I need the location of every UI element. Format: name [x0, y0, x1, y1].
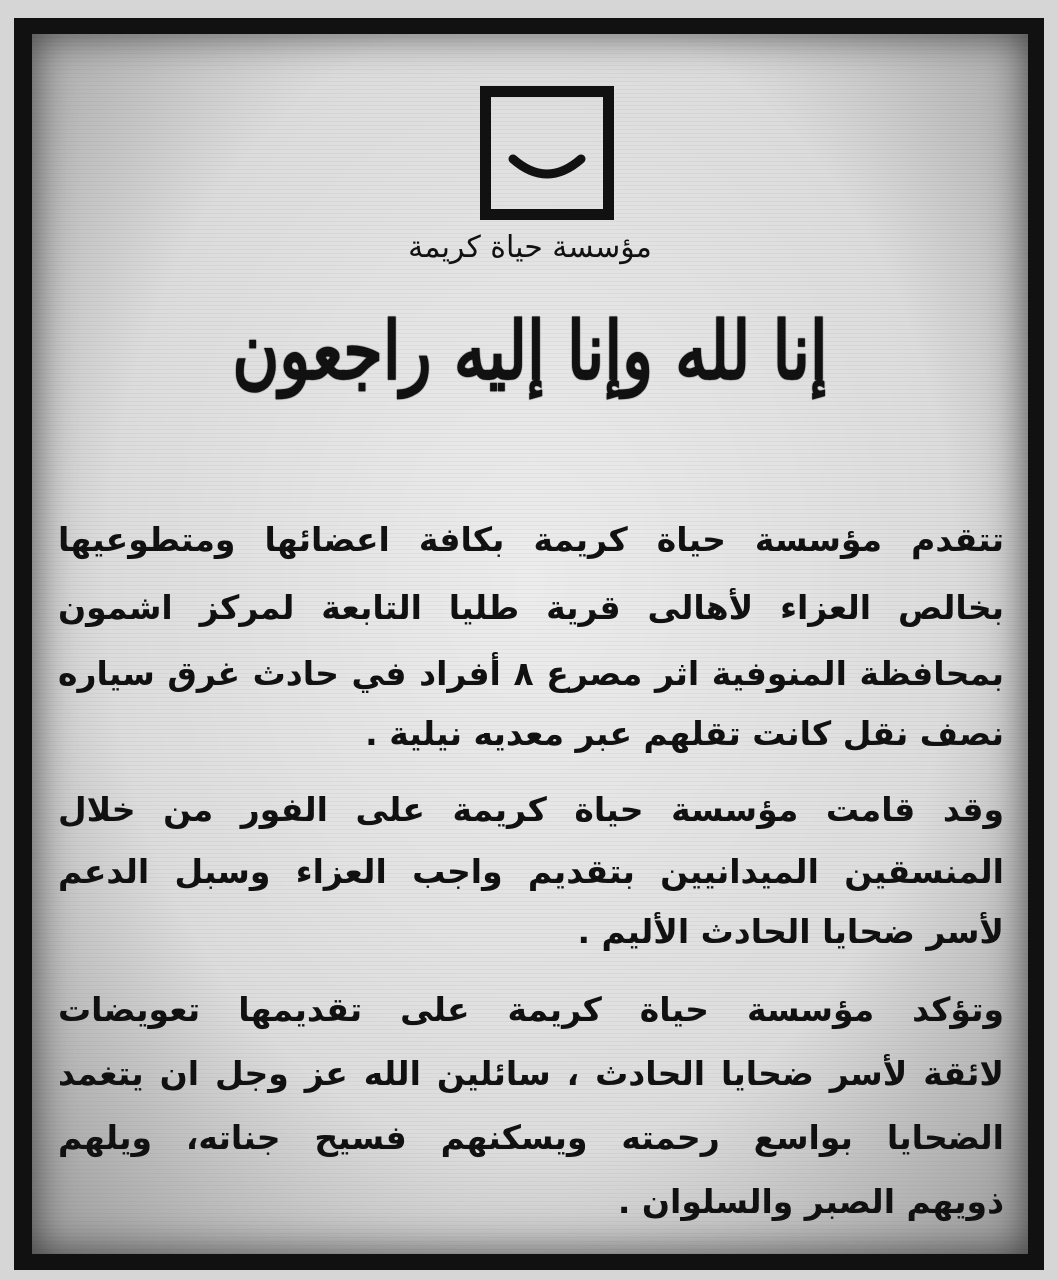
paragraph-3-line-4: ذويهم الصبر والسلوان . [617, 1182, 1004, 1221]
paragraph-2-line-2: المنسقين الميدانيين بتقديم واجب العزاء وسبل الدعم [58, 852, 1004, 891]
paragraph-2-line-1: وقد قامت مؤسسة حياة كريمة على الفور من خلال [58, 790, 1004, 829]
paragraph-3-line-1: وتؤكد مؤسسة حياة كريمة على تقديمها تعويضات [58, 990, 1004, 1029]
black-frame [14, 18, 1044, 1270]
paragraph-1-line-3: بمحافظة المنوفية اثر مصرع ٨ أفراد في حادث غرق سياره [58, 654, 1004, 693]
paragraph-3-line-2: لائقة لأسر ضحايا الحادث ، سائلين الله عز وجل ان يتغمد [58, 1054, 1004, 1093]
smile-square-logo-icon [480, 86, 614, 220]
organization-name: مؤسسة حياة كريمة [408, 230, 652, 265]
paragraph-1-line-1: تتقدم مؤسسة حياة كريمة بكافة اعضائها ومتطوعيها [58, 520, 1004, 559]
paragraph-3-line-3: الضحايا بواسع رحمته ويسكنهم فسيح جناته، ويلهم [58, 1118, 1004, 1157]
calligraphy-heading: إنا لله وإنا إليه راجعون [232, 304, 828, 399]
paragraph-1-line-2: بخالص العزاء لأهالى قرية طليا التابعة لمركز اشمون [58, 588, 1004, 627]
condolence-card [32, 34, 1028, 1254]
paragraph-2-line-3: لأسر ضحايا الحادث الأليم . [577, 912, 1004, 951]
paragraph-1-line-4: نصف نقل كانت تقلهم عبر معديه نيلية . [365, 714, 1004, 753]
